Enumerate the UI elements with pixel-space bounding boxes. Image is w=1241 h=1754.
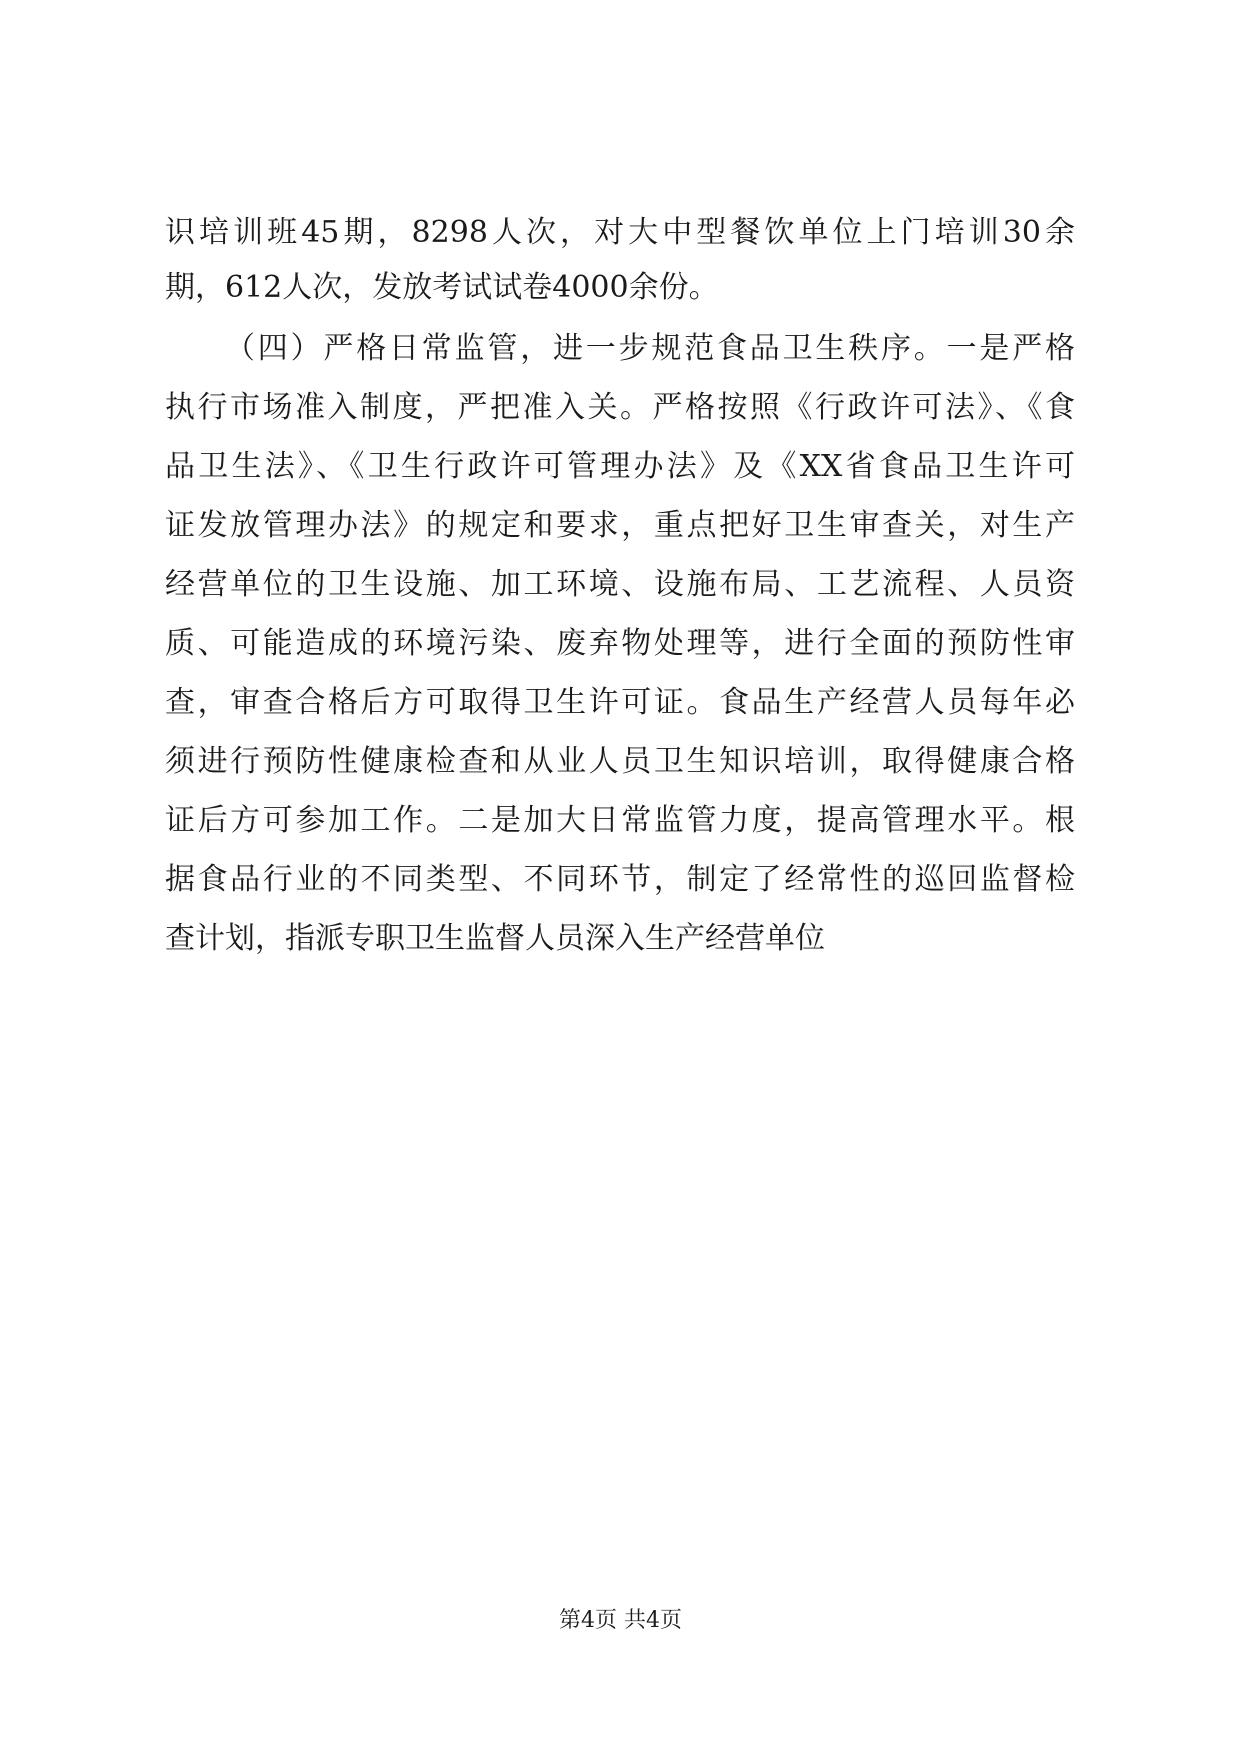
paragraph-first-line: （四）严格日常监管，进一步规范食品卫生秩序。一是严格	[225, 331, 1075, 366]
text-line: 识培训班45期，8298人次，对大中型餐饮单位上门培训30余	[165, 215, 1075, 250]
text-line: 经营单位的卫生设施、加工环境、设施布局、工艺流程、人员资	[165, 567, 1075, 602]
text-line: 须进行预防性健康检查和从业人员卫生知识培训，取得健康合格	[165, 744, 1075, 779]
text-line: 查，审查合格后方可取得卫生许可证。食品生产经营人员每年必	[165, 685, 1075, 720]
text-line: 证后方可参加工作。二是加大日常监管力度，提高管理水平。根	[165, 803, 1075, 838]
text-line: 执行市场准入制度，严把准入关。严格按照《行政许可法》、《食	[165, 390, 1075, 425]
text-line: 证发放管理办法》的规定和要求，重点把好卫生审查关，对生产	[165, 508, 1075, 543]
text-line: 质、可能造成的环境污染、废弃物处理等，进行全面的预防性审	[165, 626, 1075, 661]
page-number-footer: 第4页 共4页	[559, 1608, 682, 1633]
text-line: 品卫生法》、《卫生行政许可管理办法》及《XX省食品卫生许可	[165, 449, 1075, 484]
text-line: 据食品行业的不同类型、不同环节，制定了经常性的巡回监督检	[165, 862, 1075, 897]
text-line: 期，612人次，发放考试试卷4000余份。	[165, 270, 719, 305]
text-line: 查计划，指派专职卫生监督人员深入生产经营单位	[165, 921, 825, 956]
